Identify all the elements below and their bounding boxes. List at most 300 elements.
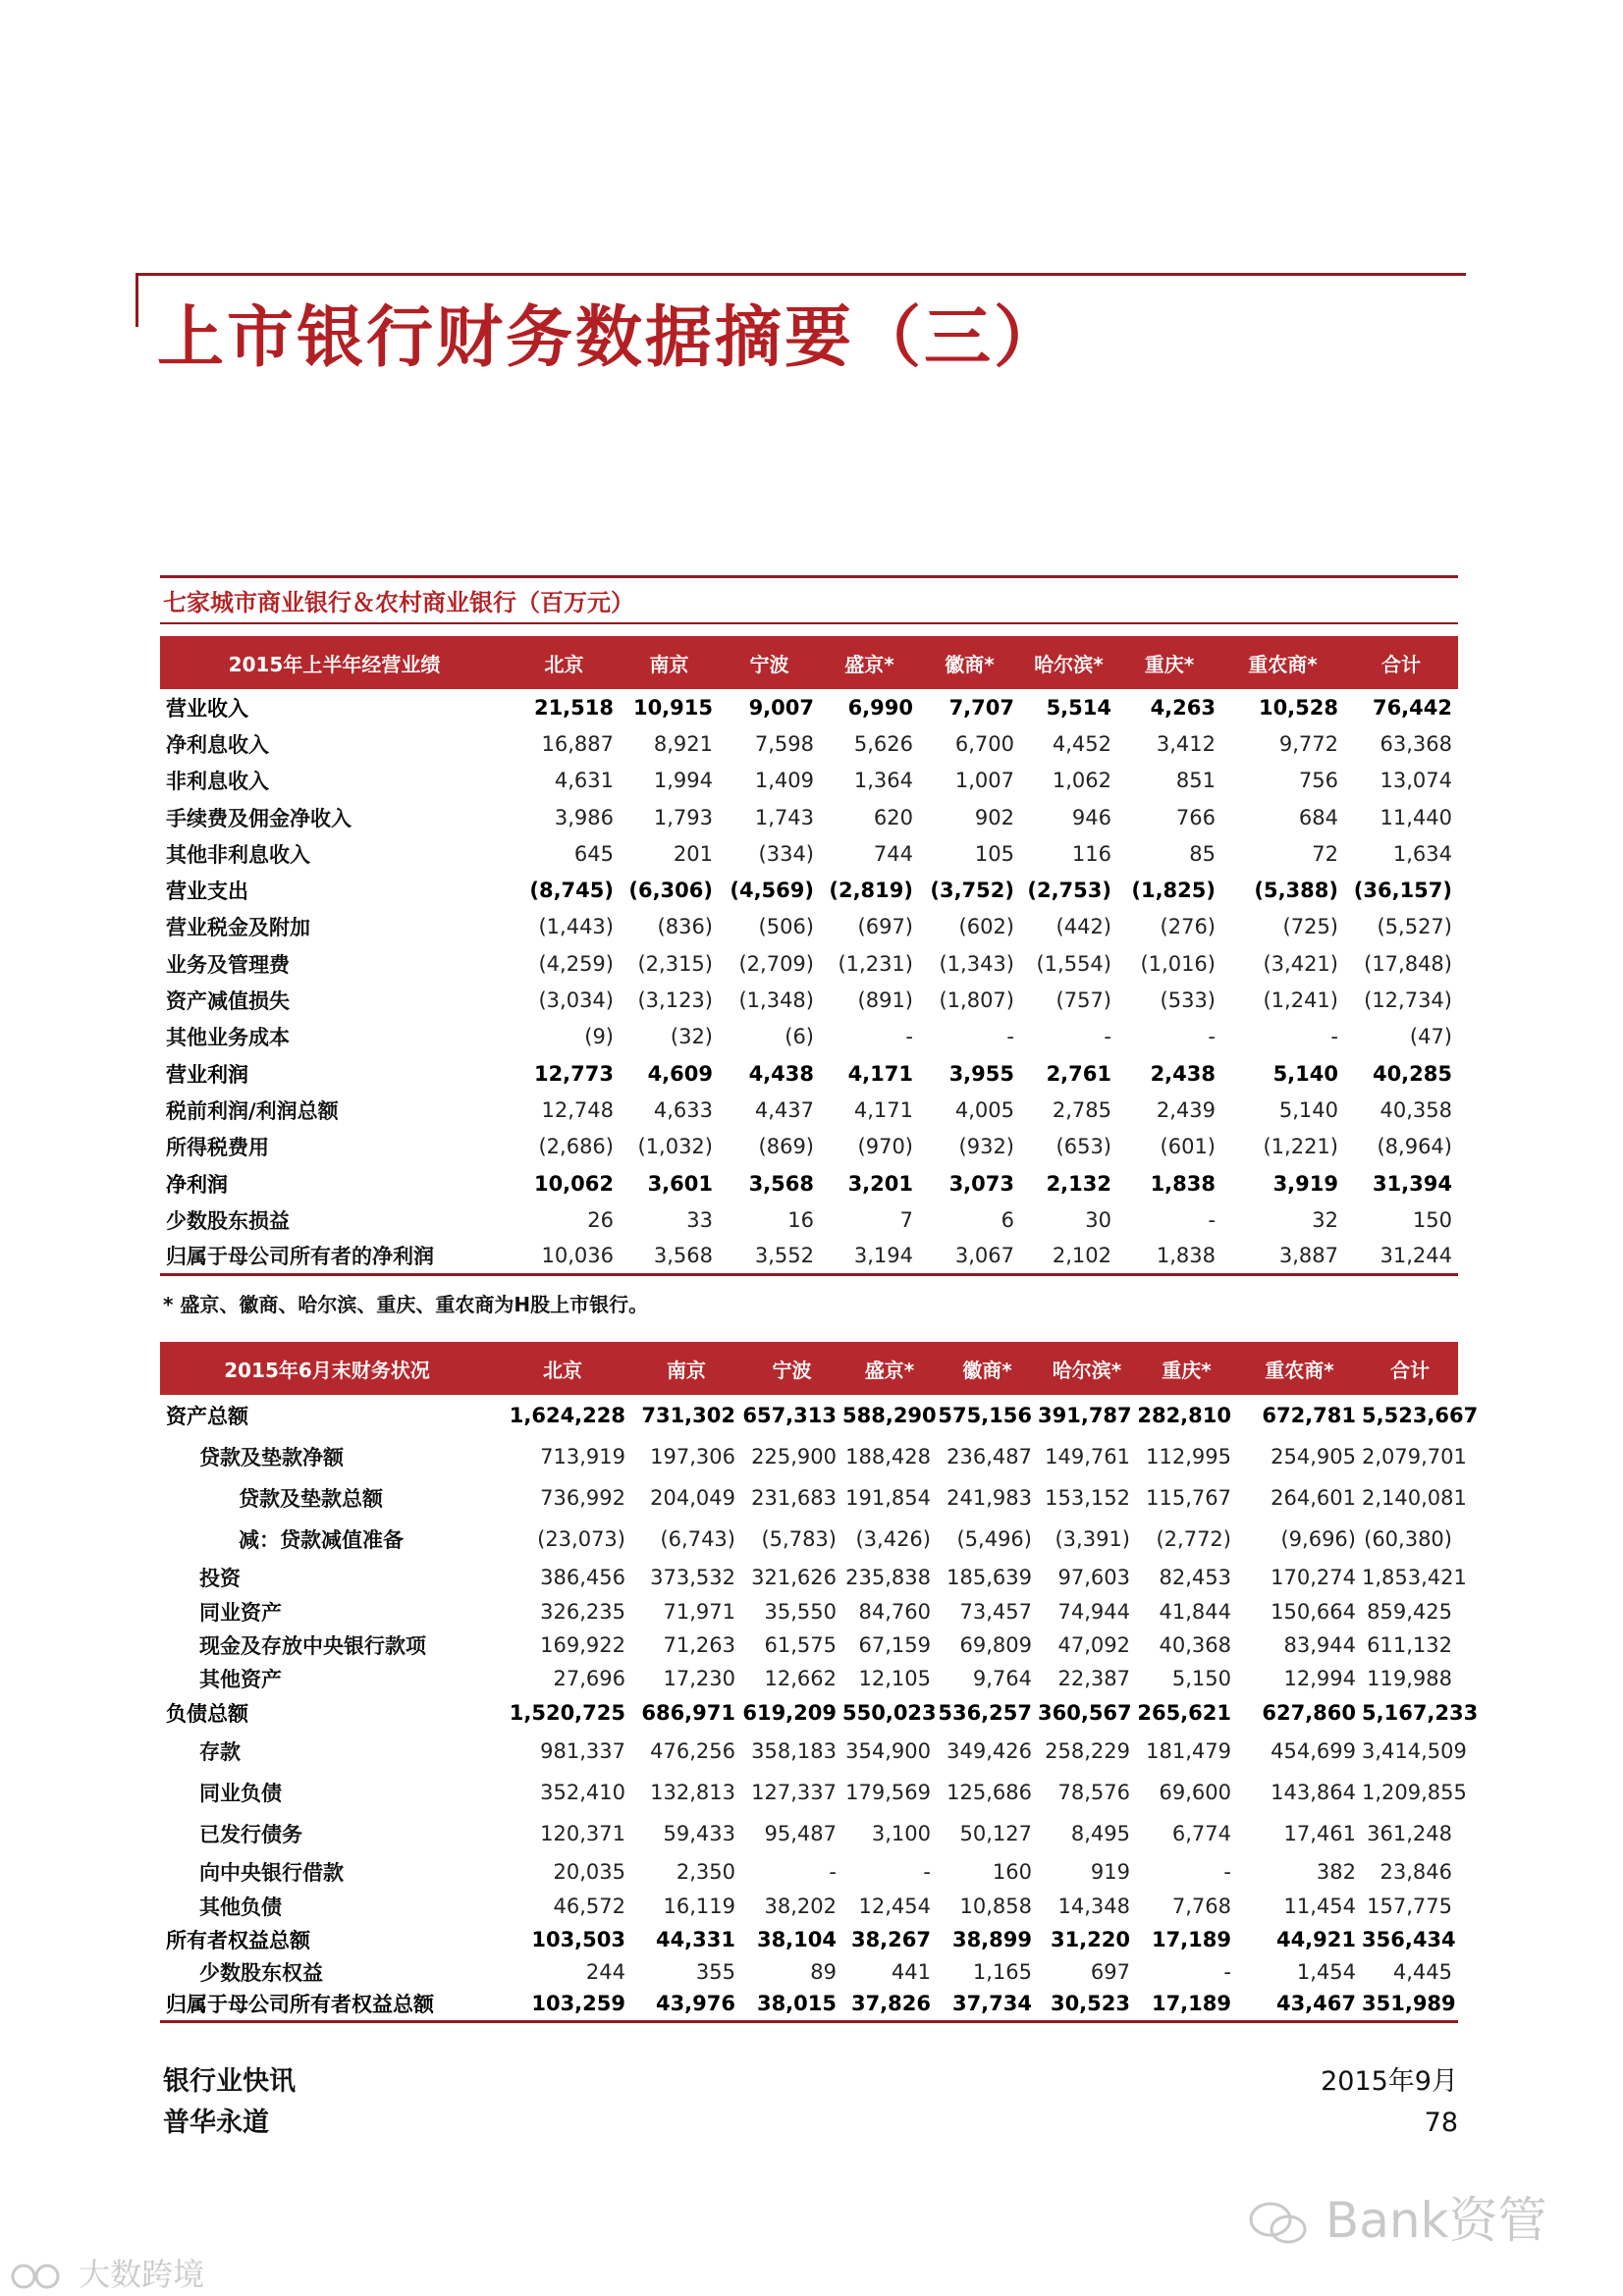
value-cell: 83,944 — [1283, 1633, 1356, 1657]
value-cell: 12,454 — [858, 1895, 931, 1918]
value-cell: 46,572 — [553, 1895, 625, 1918]
value-cell: 3,986 — [554, 805, 614, 829]
value-cell: 4,171 — [847, 1061, 913, 1086]
value-cell: 919 — [1090, 1860, 1130, 1884]
value-cell: 3,919 — [1272, 1171, 1338, 1196]
row-label: 净利润 — [166, 1172, 228, 1197]
table-row — [160, 1201, 1458, 1238]
value-cell: (1,343) — [939, 951, 1014, 976]
value-cell: 1,994 — [653, 769, 713, 793]
value-cell: 21,518 — [533, 695, 614, 720]
value-cell: 17,189 — [1136, 1988, 1237, 2021]
value-cell: 103,259 — [494, 1988, 631, 2021]
value-cell: 4,633 — [653, 1097, 713, 1122]
value-cell: 127,337 — [751, 1781, 837, 1804]
value-cell: 697 — [1090, 1960, 1130, 1984]
value-cell: (697) — [857, 915, 913, 939]
value-cell: 3,568 — [748, 1171, 814, 1196]
value-cell: (1,231) — [838, 951, 913, 976]
value-cell: 981,337 — [540, 1739, 625, 1763]
value-cell: 1,743 — [754, 805, 814, 829]
value-cell: 3,201 — [847, 1171, 913, 1196]
table-row — [160, 1519, 1458, 1560]
value-cell: 38,202 — [764, 1895, 837, 1918]
value-cell: (442) — [1055, 915, 1111, 939]
value-cell: 5,523,667 — [1362, 1404, 1479, 1427]
value-cell: 160 — [992, 1860, 1032, 1884]
value-cell: 4,452 — [1052, 731, 1111, 756]
column-header: 北京 — [494, 1342, 631, 1395]
table-row — [160, 1092, 1458, 1128]
value-cell: - — [905, 1025, 913, 1049]
value-cell: 103,503 — [531, 1928, 625, 1951]
value-cell: (932) — [958, 1135, 1014, 1159]
row-label: 少数股东权益 — [199, 1961, 323, 1985]
value-cell: 352,410 — [540, 1781, 625, 1804]
value-cell: 32 — [1312, 1207, 1338, 1232]
row-label: 所得税费用 — [166, 1136, 269, 1160]
row-label: 少数股东损益 — [166, 1208, 290, 1233]
table-row — [160, 1813, 1458, 1854]
table-row — [160, 1629, 1458, 1662]
value-cell: 4,445 — [1392, 1960, 1452, 1984]
value-cell: 1,454 — [1296, 1960, 1356, 1984]
value-cell: 40,285 — [1372, 1061, 1452, 1086]
table-row — [160, 1923, 1458, 1956]
value-cell: 7 — [899, 1207, 913, 1232]
row-label: 其他资产 — [199, 1668, 282, 1691]
value-cell: 31,220 — [1050, 1928, 1130, 1951]
table-row — [160, 763, 1458, 799]
value-cell: (3,123) — [637, 988, 713, 1013]
value-cell: 536,257 — [938, 1701, 1032, 1725]
value-cell: 620 — [873, 805, 913, 829]
value-cell: (1,241) — [1263, 988, 1338, 1013]
value-cell: (17,848) — [1364, 951, 1452, 976]
table-row — [160, 725, 1458, 762]
value-cell: 1,853,421 — [1362, 1566, 1467, 1589]
value-cell: 10,528 — [1258, 695, 1338, 720]
column-header: 盛京* — [842, 1342, 937, 1395]
row-label: 其他业务成本 — [166, 1026, 290, 1050]
value-cell: 40,358 — [1380, 1097, 1452, 1122]
value-cell: (1,443) — [538, 915, 614, 939]
value-cell: - — [1006, 1025, 1014, 1049]
value-cell: 157,775 — [1367, 1895, 1452, 1918]
table-header-row — [160, 636, 1458, 689]
table-header-row — [160, 1342, 1458, 1395]
table-row — [160, 945, 1458, 982]
value-cell: 7,768 — [1171, 1895, 1231, 1918]
value-cell: 2,140,081 — [1362, 1486, 1467, 1510]
value-cell: 12,773 — [533, 1061, 614, 1086]
value-cell: (2,709) — [738, 951, 814, 976]
value-cell: 2,079,701 — [1362, 1445, 1467, 1468]
table-row — [160, 1238, 1458, 1274]
value-cell: 7,598 — [754, 731, 814, 756]
value-cell: 31,394 — [1372, 1171, 1452, 1196]
value-cell: (3,391) — [1055, 1527, 1130, 1551]
value-cell: (757) — [1055, 988, 1111, 1013]
value-cell: - — [1208, 1207, 1216, 1232]
value-cell: 1,520,725 — [509, 1701, 625, 1725]
value-cell: 3,887 — [1221, 1238, 1344, 1274]
table-row — [160, 1662, 1458, 1695]
value-cell: 946 — [1071, 805, 1111, 829]
table-row — [160, 1395, 1458, 1436]
value-cell: 69,600 — [1159, 1781, 1231, 1804]
value-cell: (1,016) — [1140, 951, 1216, 976]
value-cell: 627,860 — [1262, 1701, 1356, 1725]
value-cell: 244 — [585, 1960, 625, 1984]
watermark-right — [1247, 2181, 1547, 2252]
column-header: 宁波 — [719, 636, 820, 689]
row-label: 营业税金及附加 — [166, 916, 310, 940]
value-cell: 84,760 — [858, 1600, 931, 1624]
footer-publication — [163, 2061, 296, 2144]
value-cell: 3,955 — [948, 1061, 1014, 1086]
table-row — [160, 1477, 1458, 1519]
row-label: 同业负债 — [199, 1782, 282, 1805]
value-cell: 1,007 — [954, 769, 1014, 793]
value-cell: 13,074 — [1380, 769, 1452, 793]
value-cell: 10,062 — [533, 1171, 614, 1196]
value-cell: 1,838 — [1150, 1171, 1216, 1196]
value-cell: 69,809 — [959, 1633, 1032, 1657]
value-cell: (1,032) — [637, 1135, 713, 1159]
value-cell: 382 — [1316, 1860, 1356, 1884]
value-cell: 4,005 — [954, 1097, 1014, 1122]
value-cell: 1,364 — [853, 769, 913, 793]
value-cell: (6) — [784, 1025, 814, 1049]
row-label: 归属于母公司所有者权益总额 — [160, 1988, 494, 2021]
value-cell: 71,263 — [663, 1633, 735, 1657]
value-cell: 5,626 — [853, 731, 913, 756]
value-cell: 31,244 — [1344, 1238, 1458, 1274]
column-header: 宁波 — [741, 1342, 842, 1395]
value-cell: 391,787 — [1038, 1404, 1132, 1427]
value-cell: 3,412 — [1156, 731, 1216, 756]
value-cell: 30,523 — [1038, 1988, 1136, 2021]
table-row — [160, 799, 1458, 835]
value-cell: 12,662 — [764, 1667, 837, 1690]
value-cell: (836) — [657, 915, 713, 939]
table-row — [160, 982, 1458, 1018]
value-cell: 38,899 — [951, 1928, 1032, 1951]
value-cell: 179,569 — [845, 1781, 931, 1804]
value-cell: 191,854 — [845, 1486, 931, 1510]
value-cell: 3,073 — [948, 1171, 1014, 1196]
row-label: 存款 — [199, 1740, 241, 1764]
column-header: 合计 — [1344, 636, 1458, 689]
financial-position-table — [160, 1342, 1479, 2023]
value-cell: 185,639 — [947, 1566, 1032, 1589]
value-cell: 59,433 — [663, 1822, 735, 1845]
column-header: 哈尔滨* — [1020, 636, 1117, 689]
value-cell: 3,552 — [719, 1238, 820, 1274]
value-cell: (2,772) — [1156, 1527, 1231, 1551]
value-cell: 4,609 — [647, 1061, 713, 1086]
value-cell: (4,569) — [730, 879, 814, 903]
table-row — [160, 1055, 1458, 1092]
value-cell: 22,387 — [1057, 1667, 1130, 1690]
value-cell: 16,119 — [663, 1895, 735, 1918]
value-cell: 43,976 — [631, 1988, 741, 2021]
value-cell: 12,748 — [541, 1097, 614, 1122]
table-row — [160, 1988, 1458, 2021]
value-cell: 12,105 — [858, 1667, 931, 1690]
value-cell: 43,467 — [1237, 1988, 1362, 2021]
watermark-left — [8, 2250, 204, 2295]
value-cell: 17,230 — [663, 1667, 735, 1690]
table-row — [160, 1956, 1458, 1988]
value-cell: 3,601 — [647, 1171, 713, 1196]
value-cell: 105 — [974, 841, 1014, 866]
value-cell: 1,624,228 — [509, 1404, 625, 1427]
value-cell: 2,350 — [676, 1860, 735, 1884]
value-cell: (5,496) — [956, 1527, 1032, 1551]
value-cell: 78,576 — [1057, 1781, 1130, 1804]
value-cell: 611,132 — [1367, 1633, 1452, 1657]
value-cell: 6,700 — [954, 731, 1014, 756]
value-cell: 355 — [695, 1960, 735, 1984]
value-cell: 10,858 — [959, 1895, 1032, 1918]
value-cell: (8,964) — [1377, 1135, 1452, 1159]
value-cell: 38,267 — [850, 1928, 931, 1951]
value-cell: 38,104 — [756, 1928, 837, 1951]
value-cell: 4,263 — [1150, 695, 1216, 720]
value-cell: 119,988 — [1367, 1667, 1452, 1690]
value-cell: (533) — [1160, 988, 1216, 1013]
value-cell: 10,915 — [632, 695, 713, 720]
table-row — [160, 1019, 1458, 1055]
value-cell: 37,734 — [937, 1988, 1038, 2021]
value-cell: 6,990 — [847, 695, 913, 720]
value-cell: 2,785 — [1052, 1097, 1111, 1122]
value-cell: 89 — [810, 1960, 837, 1984]
value-cell: 16 — [787, 1207, 814, 1232]
value-cell: 9,772 — [1278, 731, 1338, 756]
row-label: 同业资产 — [199, 1601, 282, 1625]
value-cell: (2,315) — [637, 951, 713, 976]
table-row — [160, 1854, 1458, 1890]
value-cell: 321,626 — [751, 1566, 837, 1589]
value-cell: 204,049 — [650, 1486, 735, 1510]
value-cell: (60,380) — [1364, 1527, 1452, 1551]
value-cell: 2,102 — [1020, 1238, 1117, 1274]
column-header: 合计 — [1362, 1342, 1458, 1395]
value-cell: (47) — [1409, 1025, 1452, 1049]
value-cell: 349,426 — [947, 1739, 1032, 1763]
value-cell: 4,438 — [748, 1061, 814, 1086]
value-cell: 3,568 — [620, 1238, 719, 1274]
value-cell: (23,073) — [537, 1527, 625, 1551]
value-cell: 2,132 — [1046, 1171, 1111, 1196]
value-cell: 282,810 — [1137, 1404, 1231, 1427]
page-number: 78 — [1424, 2108, 1458, 2138]
value-cell: 360,567 — [1038, 1701, 1132, 1725]
value-cell: 225,900 — [751, 1445, 837, 1468]
row-label: 投资 — [199, 1567, 241, 1590]
value-cell: 672,781 — [1262, 1404, 1356, 1427]
value-cell: 169,922 — [540, 1633, 625, 1657]
column-header: 徽商* — [937, 1342, 1038, 1395]
row-label: 负债总额 — [166, 1702, 248, 1726]
column-header: 重庆* — [1117, 636, 1221, 689]
value-cell: 373,532 — [650, 1566, 735, 1589]
row-label: 减：贷款减值准备 — [239, 1528, 404, 1552]
value-cell: 9,764 — [972, 1667, 1032, 1690]
footnote: * 盛京、徽商、哈尔滨、重庆、重农商为H股上市银行。 — [163, 1293, 649, 1316]
value-cell: 713,919 — [540, 1445, 625, 1468]
value-cell: (725) — [1282, 915, 1338, 939]
table-row — [160, 1129, 1458, 1165]
column-header: 重农商* — [1221, 636, 1344, 689]
value-cell: 386,456 — [540, 1566, 625, 1589]
value-cell: 5,167,233 — [1362, 1701, 1479, 1725]
value-cell: 61,575 — [764, 1633, 837, 1657]
table-row — [160, 1772, 1458, 1813]
value-cell: 657,313 — [742, 1404, 837, 1427]
table-row — [160, 1890, 1458, 1923]
column-header: 徽商* — [919, 636, 1020, 689]
value-cell: 3,067 — [919, 1238, 1020, 1274]
row-label: 手续费及佣金净收入 — [166, 806, 352, 830]
table-row — [160, 1695, 1458, 1731]
value-cell: 731,302 — [641, 1404, 735, 1427]
column-header: 盛京* — [820, 636, 919, 689]
value-cell: 265,621 — [1137, 1701, 1231, 1725]
value-cell: 258,229 — [1045, 1739, 1130, 1763]
value-cell: (9) — [584, 1025, 614, 1049]
value-cell: 354,900 — [845, 1739, 931, 1763]
value-cell: 356,434 — [1362, 1928, 1456, 1951]
value-cell: 588,290 — [842, 1404, 937, 1427]
value-cell: 351,989 — [1362, 1988, 1458, 2021]
column-header: 哈尔滨* — [1038, 1342, 1136, 1395]
value-cell: 851 — [1175, 769, 1216, 793]
column-header: 南京 — [631, 1342, 741, 1395]
value-cell: 575,156 — [938, 1404, 1032, 1427]
value-cell: (602) — [958, 915, 1014, 939]
value-cell: 20,035 — [553, 1860, 625, 1884]
value-cell: 1,838 — [1117, 1238, 1221, 1274]
value-cell: 14,348 — [1057, 1895, 1130, 1918]
value-cell: 76,442 — [1372, 695, 1452, 720]
value-cell: 181,479 — [1146, 1739, 1231, 1763]
value-cell: 1,793 — [653, 805, 713, 829]
value-cell: 4,631 — [554, 769, 614, 793]
value-cell: (5,527) — [1377, 915, 1452, 939]
value-cell: 150,664 — [1271, 1600, 1356, 1624]
value-cell: (3,421) — [1263, 951, 1338, 976]
footer-date-page — [1321, 2061, 1458, 2144]
value-cell: 85 — [1189, 841, 1216, 866]
value-cell: 645 — [573, 841, 614, 866]
value-cell: 74,944 — [1057, 1600, 1130, 1624]
page-title: 上市银行财务数据摘要（三） — [157, 299, 1064, 377]
value-cell: 125,686 — [947, 1781, 1032, 1804]
value-cell: (970) — [857, 1135, 913, 1159]
value-cell: 235,838 — [845, 1566, 931, 1589]
row-label: 其他负债 — [199, 1896, 282, 1919]
value-cell: 153,152 — [1045, 1486, 1130, 1510]
table-row — [160, 1436, 1458, 1477]
value-cell: (1,825) — [1131, 879, 1216, 903]
row-label: 资产减值损失 — [166, 989, 290, 1014]
value-cell: 188,428 — [845, 1445, 931, 1468]
row-label: 所有者权益总额 — [166, 1929, 310, 1952]
value-cell: (506) — [758, 915, 814, 939]
value-cell: 132,813 — [650, 1781, 735, 1804]
value-cell: 441 — [891, 1960, 931, 1984]
value-cell: 684 — [1298, 805, 1338, 829]
row-label: 已发行债务 — [199, 1823, 302, 1846]
value-cell: (8,745) — [529, 879, 614, 903]
value-cell: 115,767 — [1146, 1486, 1231, 1510]
value-cell: 254,905 — [1271, 1445, 1356, 1468]
value-cell: 33 — [686, 1207, 713, 1232]
value-cell: 11,440 — [1380, 805, 1452, 829]
column-header: 北京 — [509, 636, 620, 689]
table-row — [160, 1560, 1458, 1595]
value-cell: 116 — [1071, 841, 1111, 866]
value-cell: 38,015 — [741, 1988, 842, 2021]
table-row — [160, 689, 1458, 725]
value-cell: (5,388) — [1254, 879, 1338, 903]
value-cell: 26 — [587, 1207, 614, 1232]
column-header: 重农商* — [1237, 1342, 1362, 1395]
value-cell: 27,696 — [553, 1667, 625, 1690]
value-cell: (36,157) — [1353, 879, 1452, 903]
value-cell: 619,209 — [742, 1701, 837, 1725]
section-rule-bottom — [160, 622, 1458, 624]
value-cell: (3,426) — [855, 1527, 931, 1551]
value-cell: - — [1223, 1960, 1231, 1984]
row-label: 营业收入 — [166, 696, 248, 721]
value-cell: (6,743) — [660, 1527, 735, 1551]
value-cell: 1,409 — [754, 769, 814, 793]
value-cell: (869) — [758, 1135, 814, 1159]
value-cell: 11,454 — [1283, 1895, 1356, 1918]
table-row — [160, 1595, 1458, 1629]
value-cell: (334) — [758, 841, 814, 866]
value-cell: 766 — [1175, 805, 1216, 829]
value-cell: 476,256 — [650, 1739, 735, 1763]
row-label: 向中央银行借款 — [199, 1861, 344, 1885]
value-cell: 67,159 — [858, 1633, 931, 1657]
row-label: 现金及存放中央银行款项 — [199, 1634, 426, 1658]
value-cell: 97,603 — [1057, 1566, 1130, 1589]
value-cell: (3,752) — [930, 879, 1014, 903]
value-cell: 30 — [1085, 1207, 1111, 1232]
value-cell: 2,438 — [1150, 1061, 1216, 1086]
value-cell: (2,753) — [1027, 879, 1111, 903]
value-cell: (1,554) — [1036, 951, 1111, 976]
value-cell: 744 — [873, 841, 913, 866]
value-cell: 454,699 — [1271, 1739, 1356, 1763]
value-cell: 72 — [1312, 841, 1338, 866]
value-cell: (1,221) — [1263, 1135, 1338, 1159]
value-cell: (2,686) — [538, 1135, 614, 1159]
value-cell: (276) — [1160, 915, 1216, 939]
value-cell: 859,425 — [1367, 1600, 1452, 1624]
value-cell: 170,274 — [1271, 1566, 1356, 1589]
value-cell: 143,864 — [1271, 1781, 1356, 1804]
value-cell: 241,983 — [947, 1486, 1032, 1510]
value-cell: 150 — [1412, 1207, 1452, 1232]
row-label: 其他非利息收入 — [166, 842, 310, 867]
